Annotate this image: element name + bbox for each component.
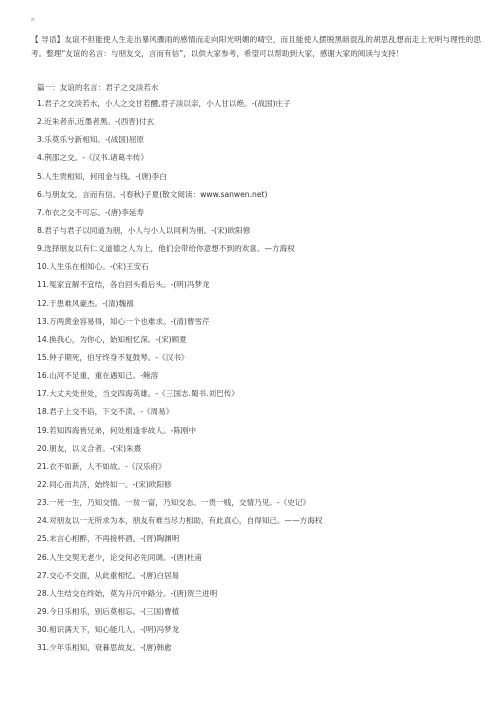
section-title: 篇一：友谊的名言：君子之交淡若水 [37,83,159,92]
list-item: 13.万两黄金容易得，知心一个也难求。-(清)曹雪芹 [37,316,210,326]
list-item: 11.冤家宜解不宜结，各自回头看后头。-(明)冯梦龙 [37,280,210,290]
list-item: 29.今日乐相乐，别后莫相忘。-(三国)曹植 [37,606,180,616]
list-item: 1.君子之交淡若水，小人之交甘若醴,君子淡以亲，小人甘以绝。-(战国)庄子 [37,99,291,108]
list-item: 14.换我心，为你心，始知相忆深。-(宋)顾夏 [37,334,187,344]
list-item: 23.一死一生，乃知交情。一贫一富，乃知交态。一贵一贱，交情乃见。-《史记》 [37,498,311,508]
list-item: 27.交心不交面，从此重相忆。-(唐)白居易 [37,570,180,580]
quote-list [37,99,477,661]
list-item: 16.山河不足重，重在遇知己。-鲍溶 [37,371,159,381]
list-item: 30.相识满天下，知心能几人。-(明)冯梦龙 [37,625,180,635]
list-item: 7.布衣之交不可忘。-(唐)李延寿 [37,207,145,217]
list-item: 8.君子与君子以同道为朋，小人与小人以同利为朋。-(宋)欧阳修 [37,225,251,235]
list-item: 26.人生交契无老少，论交何必先同调。-(唐)杜甫 [37,552,203,562]
list-item: 25.末言心相醉，不再接杯酒。-(晋)陶渊明 [37,534,180,544]
list-item: 24.对朋友以一无所求为本，朋友有难当尽力相助，有此真心，自得知己。——方海权 [37,516,323,526]
list-item: 5.人生贵相知，何用金与钱。-(唐)李白 [37,171,167,181]
list-item: 3.乐莫乐兮新相知。-(战国)屈原 [37,135,145,145]
list-item: 10.人生乐在相知心。-(宋)王安石 [37,262,149,272]
intro-paragraph: 【 导语】友谊不但能使人生走出暴风骤雨的感情而走向阳光明媚的晴空，而且能使人摆脱黑暗混乱的胡思乱想而走上光明与理性的思考。整理“友谊的名言：与朋友交，言而有信”，以供大家参考，希望可以帮助到大家，感谢大家的阅读与支持！ [31,35,481,58]
list-item: 18.君子上交不谄，下交不渎。-《周易》 [37,407,174,417]
list-item: 28.人生结交在终始，莫为升沉中路分。-(唐)贺兰进明 [37,588,218,598]
list-item: 9.选择朋友以有仁义道德之人为上，他们会带给你意想不到的欢喜。—方海权 [37,244,295,254]
list-item: 21.衣不如新，人不如故。-《汉乐府》 [37,461,166,471]
corner-mark: ¤ [31,16,35,23]
list-item: 4.荆邵之交。-《汉书.诸葛丰传》 [37,153,149,163]
list-item: 31.少年乐相知，衰暮思故友。-(唐)韩愈 [37,643,172,653]
list-item: 6.与朋友交，言而有信。-(春秋)子夏(散文阅读：www.sanwen.net) [37,189,268,199]
list-item: 12.于患难风豪杰。-(清)魏禧 [37,298,134,308]
list-item: 20.朋友，以义合者。-(宋)朱熹 [37,443,142,453]
list-item: 15.钟子期死，伯牙终身不复鼓琴。-《汉书》 [37,352,189,362]
list-item: 2.近朱者赤,近墨者黑。-(西晋)付玄 [37,117,155,127]
list-item: 22.同心而共济，始终如一。-(宋)欧阳修 [37,479,172,489]
list-item: 17.大丈夫处世处，当交四海英雄。-《三国志.蜀书.刘巴传》 [37,389,239,399]
list-item: 19.若知四海皆兄弟，何处相逢非故人。-陈刚中 [37,425,197,435]
